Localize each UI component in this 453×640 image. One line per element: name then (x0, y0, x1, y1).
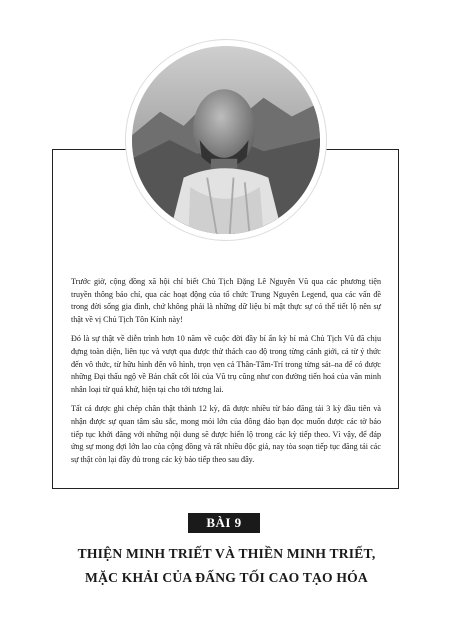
portrait-photo (126, 40, 326, 240)
section-title (40, 542, 413, 590)
intro-paragraph-2: Đó là sự thật về diễn trình hơn 10 năm về cuộc đời đầy bí ẩn kỳ bí mà Chủ Tịch Vũ đã chịu đựng toàn diện, liên tục và vượt qua được thử thách cao độ trong từng cảnh giới, cả từ ý thức đến vô thức, từ hữu hình đến vô hình, trọn vẹn cả Thân-Tâm-Trí trong từng sát–na để có được những Đại thấu ngộ về Bản chất cốt lõi của Vũ trụ cũng như con đường tiến hoá của văn minh nhân loại từ quá khứ, hiện tại cho tới tương lai. (71, 334, 381, 394)
intro-paragraph-1: Trước giờ, cộng đồng xã hội chỉ biết Chủ Tịch Đặng Lê Nguyên Vũ qua các phương tiện truyền thông báo chí, qua các hoạt động của tổ chức Trung Nguyên Legend, qua các vấn đề trong đời sống gia đình, chứ không phải là những dữ liệu bí mật thực sự có thể tiết lộ nên sự thật về vị Chủ Tịch Tôn Kính này! (71, 277, 381, 324)
portrait-illustration (132, 46, 320, 234)
intro-paragraph-3: Tất cả được ghi chép chân thật thành 12 kỳ, đã được nhiều từ báo đăng tải 3 kỳ đầu tiên và nhận được sự quan tâm sâu sắc, mong mỏi lớn của đông đảo bạn đọc muốn được các tờ báo tiếp tục khởi đăng với những nội dung sẽ được hiển lộ trong các kỳ tiếp theo. Vì vậy, để đáp ứng sự mong đợi lớn lao của cộng đồng và rất nhiều độc giả, nay tòa soạn tiếp tục đăng tải các sự thật còn lại đầy đủ trong các kỳ bảo tiếp theo sau đây. (71, 404, 381, 464)
section-title-line-2: MẶC KHẢI CỦA ĐẤNG TỐI CAO TẠO HÓA (85, 570, 368, 585)
section-label: BÀI 9 (188, 513, 260, 533)
intro-text (71, 276, 381, 473)
section-title-line-1: THIỆN MINH TRIẾT VÀ THIỀN MINH TRIẾT, (77, 546, 376, 561)
